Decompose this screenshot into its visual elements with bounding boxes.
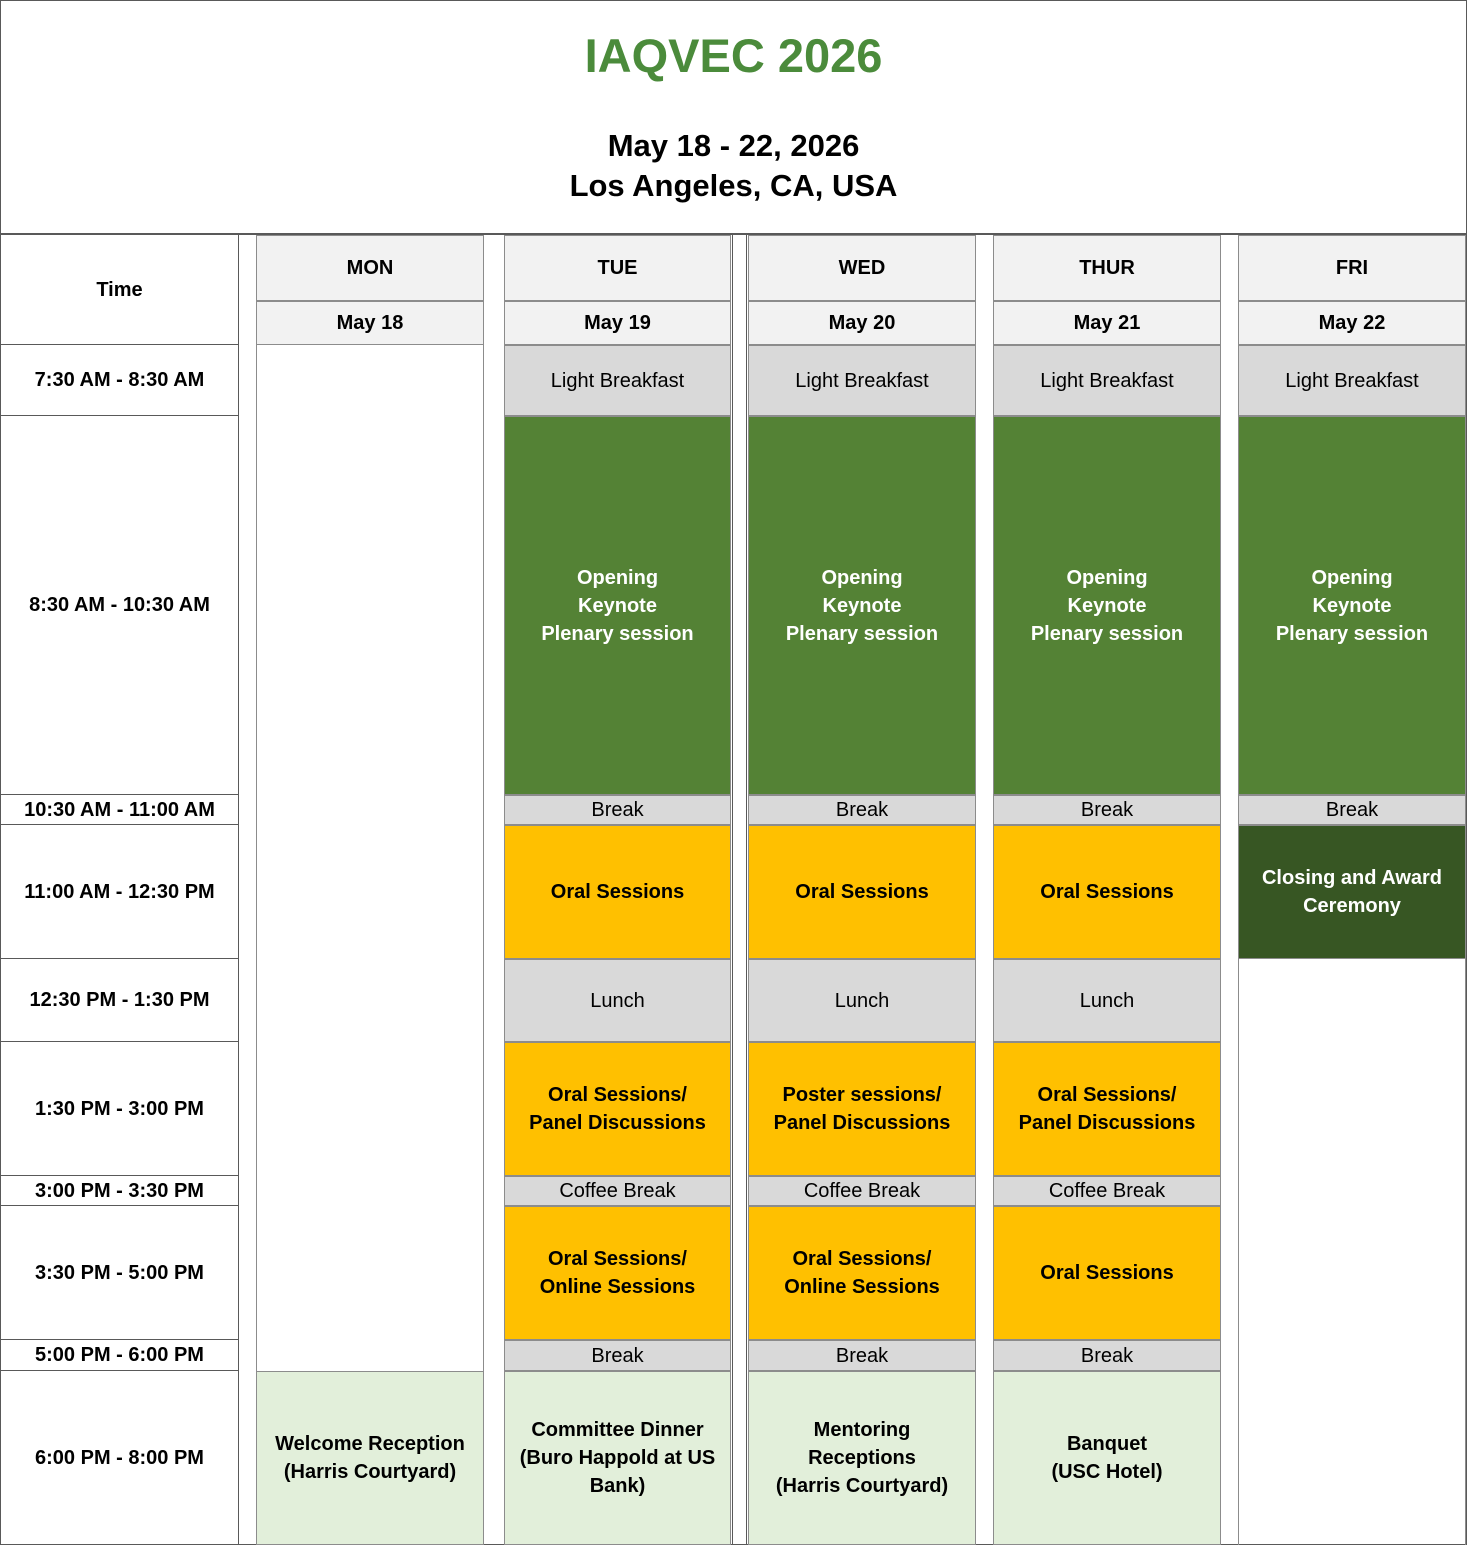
event-banquet <box>993 1371 1221 1545</box>
date-header-tue: May 19 <box>504 301 731 345</box>
event-line: Keynote <box>1067 594 1147 617</box>
event-line: Plenary session <box>1275 622 1429 645</box>
event-light-breakfast: Light Breakfast <box>1238 345 1466 416</box>
event-break: Break <box>504 1340 731 1371</box>
event-line: Panel Discussions <box>1018 1112 1196 1134</box>
time-slot-5: 1:30 PM - 3:00 PM <box>0 1042 239 1176</box>
event-opening-plenary <box>748 416 976 795</box>
event-line: Ceremony <box>1303 895 1401 917</box>
event-mentoring-receptions <box>748 1371 976 1545</box>
event-line: Opening <box>1066 566 1148 589</box>
event-welcome-reception <box>256 1371 484 1545</box>
event-line: (USC Hotel) <box>1051 1461 1163 1483</box>
day-header-fri: FRI <box>1238 235 1466 301</box>
event-lunch: Lunch <box>504 959 731 1042</box>
event-oral-sessions: Oral Sessions <box>504 825 731 959</box>
event-coffee-break: Coffee Break <box>504 1176 731 1206</box>
time-column-header: Time <box>0 235 239 345</box>
day-column-mon <box>256 235 484 1545</box>
event-location: Los Angeles, CA, USA <box>569 168 898 203</box>
event-line: Panel Discussions <box>773 1112 951 1134</box>
event-light-breakfast: Light Breakfast <box>504 345 731 416</box>
event-line: Plenary session <box>785 622 939 645</box>
event-line: (Harris Courtyard) <box>283 1461 457 1483</box>
event-line: Mentoring <box>813 1419 911 1441</box>
event-line: Keynote <box>578 594 657 617</box>
event-opening-plenary <box>1238 416 1466 795</box>
event-line: Oral Sessions/ <box>548 1084 687 1106</box>
event-line: Oral Sessions/ <box>548 1248 687 1270</box>
time-slot-8: 5:00 PM - 6:00 PM <box>0 1340 239 1371</box>
date-header-thur: May 21 <box>993 301 1221 345</box>
event-line: Plenary session <box>1030 622 1184 645</box>
event-line: Banquet <box>1066 1433 1147 1455</box>
event-break: Break <box>1238 795 1466 825</box>
event-break: Break <box>748 1340 976 1371</box>
day-header-mon: MON <box>256 235 484 301</box>
event-line: Online Sessions <box>784 1276 940 1298</box>
event-line: Keynote <box>822 594 902 617</box>
event-lunch: Lunch <box>748 959 976 1042</box>
time-slot-1: 8:30 AM - 10:30 AM <box>0 416 239 795</box>
time-slot-9: 6:00 PM - 8:00 PM <box>35 1447 204 1469</box>
event-line: Panel Discussions <box>529 1112 706 1134</box>
event-line: Closing and Award <box>1261 867 1443 889</box>
event-line: Poster sessions/ <box>782 1084 942 1106</box>
event-light-breakfast: Light Breakfast <box>993 345 1221 416</box>
event-oral-sessions: Oral Sessions <box>993 1206 1221 1340</box>
date-header-wed: May 20 <box>748 301 976 345</box>
time-slot-0: 7:30 AM - 8:30 AM <box>0 345 239 416</box>
event-line: Bank) <box>589 1475 646 1497</box>
event-line: Plenary session <box>541 622 694 645</box>
event-coffee-break: Coffee Break <box>993 1176 1221 1206</box>
event-oral-online <box>504 1206 731 1340</box>
event-line: Oral Sessions/ <box>792 1248 932 1270</box>
separator-line <box>732 235 733 1545</box>
event-line: Keynote <box>1312 594 1392 617</box>
event-line: Opening <box>576 566 659 589</box>
event-opening-plenary <box>993 416 1221 795</box>
day-header-wed: WED <box>748 235 976 301</box>
event-break: Break <box>993 795 1221 825</box>
date-header-fri: May 22 <box>1238 301 1466 345</box>
day-header-tue: TUE <box>504 235 731 301</box>
day-header-thur: THUR <box>993 235 1221 301</box>
event-opening-plenary <box>504 416 731 795</box>
date-header-mon: May 18 <box>256 301 484 345</box>
event-line: Committee Dinner <box>531 1419 704 1441</box>
time-slot-4: 12:30 PM - 1:30 PM <box>0 959 239 1042</box>
event-break: Break <box>504 795 731 825</box>
page-title: IAQVEC 2026 <box>584 29 883 82</box>
event-break: Break <box>993 1340 1221 1371</box>
event-committee-dinner <box>504 1371 731 1545</box>
event-oral-panel <box>504 1042 731 1176</box>
separator-line <box>746 235 747 1545</box>
event-oral-panel <box>993 1042 1221 1176</box>
event-oral-online <box>748 1206 976 1340</box>
time-slot-7: 3:30 PM - 5:00 PM <box>0 1206 239 1340</box>
time-slot-2: 10:30 AM - 11:00 AM <box>0 795 239 825</box>
event-line: Opening <box>1311 566 1393 589</box>
event-line: Oral Sessions/ <box>1037 1084 1177 1106</box>
event-dates: May 18 - 22, 2026 <box>607 128 860 163</box>
event-line: (Buro Happold at US <box>519 1447 716 1469</box>
event-break: Break <box>748 795 976 825</box>
event-line: Online Sessions <box>539 1276 696 1298</box>
event-line: Welcome Reception <box>275 1433 465 1455</box>
time-slot-6: 3:00 PM - 3:30 PM <box>0 1176 239 1206</box>
event-lunch: Lunch <box>993 959 1221 1042</box>
event-line: (Harris Courtyard) <box>775 1475 949 1497</box>
time-slot-3: 11:00 AM - 12:30 PM <box>0 825 239 959</box>
event-closing-ceremony <box>1238 825 1466 959</box>
event-line: Receptions <box>808 1447 916 1469</box>
event-oral-sessions: Oral Sessions <box>993 825 1221 959</box>
separator-line <box>238 235 239 1545</box>
event-coffee-break: Coffee Break <box>748 1176 976 1206</box>
event-line: Opening <box>821 566 903 589</box>
event-light-breakfast: Light Breakfast <box>748 345 976 416</box>
event-oral-sessions: Oral Sessions <box>748 825 976 959</box>
event-poster-panel <box>748 1042 976 1176</box>
